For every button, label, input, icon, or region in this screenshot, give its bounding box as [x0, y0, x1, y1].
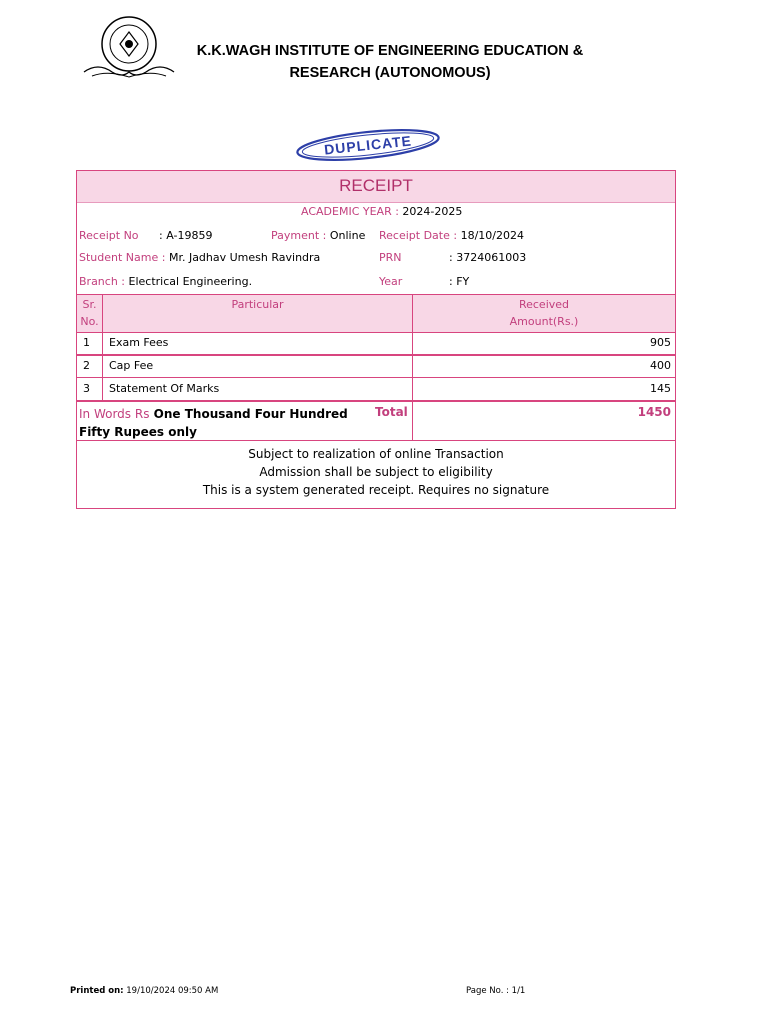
header-particular: Particular	[231, 298, 284, 311]
receipt-title: RECEIPT	[339, 176, 413, 195]
duplicate-stamp-text: DUPLICATE	[323, 132, 413, 158]
header-sr-line2: No.	[80, 315, 99, 328]
institute-title-line2: RESEARCH (AUTONOMOUS)	[289, 65, 491, 81]
row-amount: 145	[650, 382, 671, 395]
prn-value: : 3724061003	[449, 251, 527, 264]
total-value: 1450	[637, 405, 671, 419]
row-sr: 2	[83, 359, 90, 372]
year-value: : FY	[449, 275, 470, 288]
receipt-notes	[77, 445, 675, 499]
printed-on-value: 19/10/2024 09:50 AM	[126, 986, 219, 996]
row-sr: 1	[83, 336, 90, 349]
academic-year	[301, 205, 462, 218]
branch	[79, 275, 252, 288]
year-label: Year	[379, 275, 403, 288]
duplicate-stamp	[292, 124, 444, 166]
amount-in-words	[79, 405, 369, 441]
payment	[271, 229, 365, 242]
row-divider	[77, 400, 675, 402]
receipt-date-label: Receipt Date :	[379, 229, 458, 242]
note-system-generated: This is a system generated receipt. Requires no signature	[202, 483, 550, 497]
row-particular: Cap Fee	[109, 359, 154, 372]
row-particular: Statement Of Marks	[109, 382, 220, 395]
row-amount: 905	[650, 336, 671, 349]
header-amount	[413, 296, 675, 330]
receipt-date-value: 18/10/2024	[460, 229, 524, 242]
academic-year-value: 2024-2025	[402, 205, 463, 218]
institute-logo	[78, 14, 180, 84]
student-name-value: Mr. Jadhav Umesh Ravindra	[168, 251, 321, 264]
header-amount-line2: Amount(Rs.)	[509, 315, 579, 328]
institute-title-line1: K.K.WAGH INSTITUTE OF ENGINEERING EDUCATION &	[196, 43, 584, 59]
payment-value: Online	[329, 229, 366, 242]
academic-year-label: ACADEMIC YEAR :	[301, 205, 399, 218]
header-sr	[77, 296, 102, 330]
row-divider	[77, 377, 675, 378]
student-name	[79, 251, 320, 264]
row-particular: Exam Fees	[109, 336, 169, 349]
total-label: Total	[375, 405, 408, 419]
payment-label: Payment :	[271, 229, 327, 242]
receipt-box	[76, 170, 676, 509]
receipt-no-label: Receipt No	[79, 229, 139, 242]
printed-on	[70, 986, 218, 996]
header-amount-line1: Received	[518, 298, 570, 311]
receipt-no-value: : A-19859	[159, 229, 213, 242]
row-sr: 3	[83, 382, 90, 395]
prn-label: PRN	[379, 251, 402, 264]
header-sr-line1: Sr.	[82, 298, 97, 311]
row-amount: 400	[650, 359, 671, 372]
printed-on-label: Printed on:	[70, 986, 124, 996]
branch-label: Branch :	[79, 275, 126, 288]
total-divider	[77, 440, 675, 441]
institute-title	[190, 40, 590, 84]
in-words-label: In Words Rs	[79, 407, 150, 421]
receipt-date	[379, 229, 524, 242]
note-online-transaction: Subject to realization of online Transaction	[248, 447, 504, 461]
note-eligibility: Admission shall be subject to eligibility	[259, 465, 493, 479]
student-name-label: Student Name :	[79, 251, 166, 264]
page-number: Page No. : 1/1	[466, 986, 526, 996]
row-divider	[77, 354, 675, 356]
in-words-value: One Thousand Four Hundred Fifty Rupees only	[79, 407, 348, 439]
branch-value: Electrical Engineering.	[128, 275, 253, 288]
